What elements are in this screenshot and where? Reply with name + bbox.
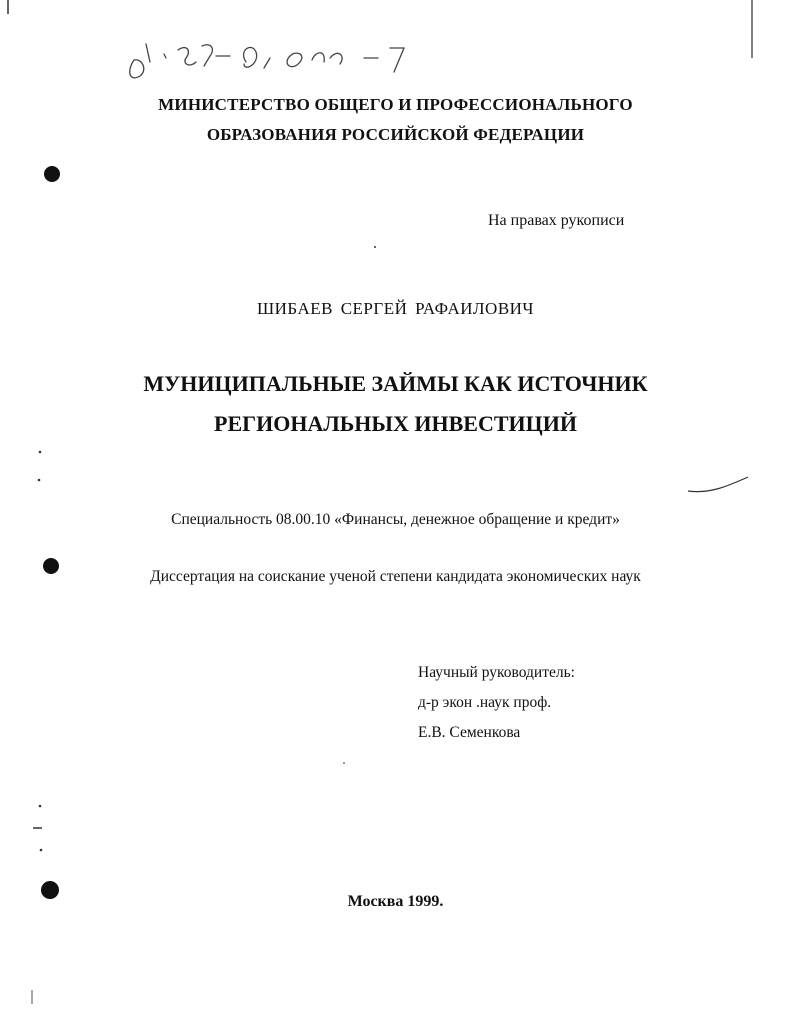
- punch-hole: [44, 166, 60, 182]
- title-line-1: МУНИЦИПАЛЬНЫЕ ЗАЙМЫ КАК ИСТОЧНИК: [143, 371, 648, 396]
- author-name: ШИБАЕВ СЕРГЕЙ РАФАИЛОВИЧ: [256, 299, 534, 318]
- ministry-line-2: ОБРАЗОВАНИЯ РОССИЙСКОЙ ФЕДЕРАЦИИ: [206, 125, 585, 144]
- ministry-line-1: МИНИСТЕРСТВО ОБЩЕГО И ПРОФЕССИОНАЛЬНОГО: [158, 95, 633, 114]
- handwritten-registry-number: [120, 20, 450, 100]
- speck: [39, 451, 42, 454]
- dissertation-degree-line: Диссертация на соискание ученой степени кандидата экономических наук: [150, 568, 641, 585]
- speck: [374, 246, 376, 248]
- ministry-heading: [0, 90, 791, 150]
- title-line-2: РЕГИОНАЛЬНЫХ ИНВЕСТИЦИЙ: [214, 411, 577, 436]
- rights-note: На правах рукописи: [488, 212, 625, 229]
- speck: [40, 849, 43, 852]
- city-year: Москва 1999.: [347, 893, 444, 910]
- speck: [38, 479, 41, 482]
- advisor-degree: д-р экон .наук проф.: [418, 694, 552, 711]
- advisor-label: Научный руководитель:: [418, 664, 575, 681]
- specialty-line: Специальность 08.00.10 «Финансы, денежное обращение и кредит»: [171, 511, 620, 528]
- speck: [39, 805, 42, 808]
- pen-stroke: [688, 477, 748, 492]
- speck: [343, 762, 345, 764]
- dissertation-title: [0, 364, 791, 444]
- scientific-advisor: [418, 658, 575, 748]
- advisor-name: Е.В. Семенкова: [418, 724, 521, 741]
